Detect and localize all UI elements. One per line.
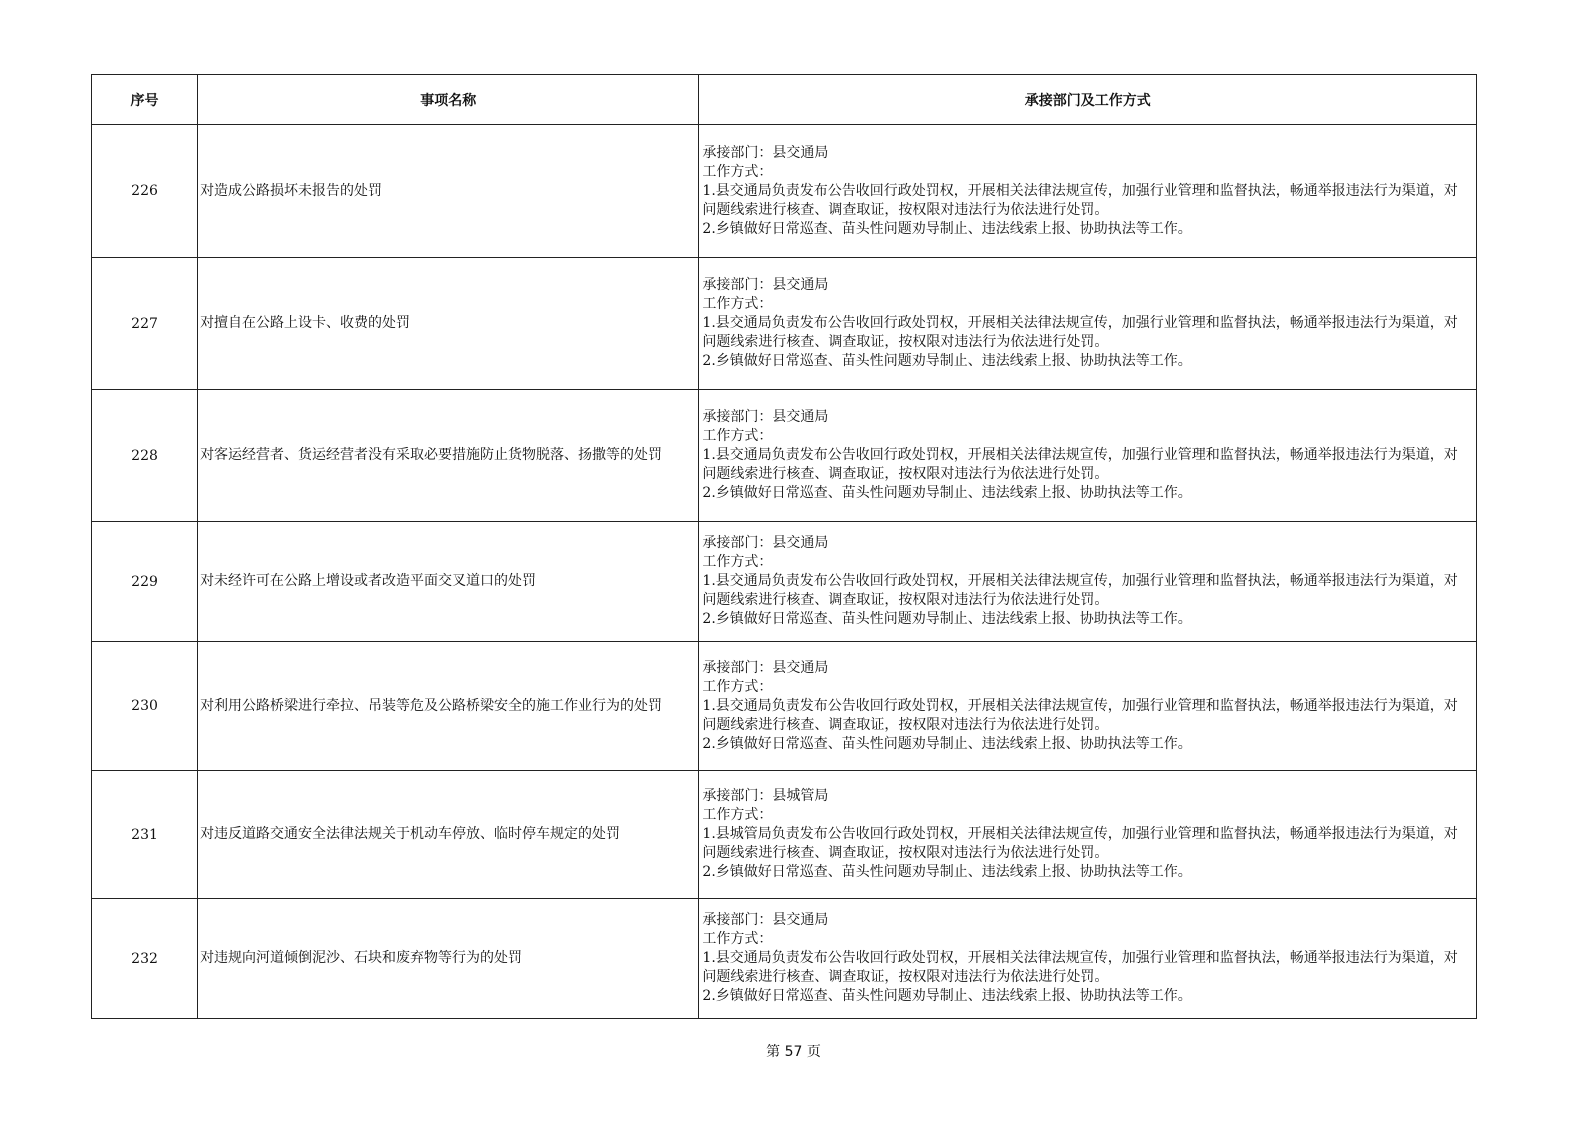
- department-line: 承接部门：县交通局: [702, 277, 829, 293]
- work-method-item-1: 1.县交通局负责发布公告收回行政处罚权，开展相关法律法规宣传，加强行业管理和监督执法，畅通举报违法行为渠道，对问题线索进行核查、调查取证，按权限对违法行为依法进行处罚。: [702, 697, 1458, 733]
- row-item-name: 对未经许可在公路上增设或者改造平面交叉道口的处罚: [198, 522, 699, 642]
- row-item-name: 对违反道路交通安全法律法规关于机动车停放、临时停车规定的处罚: [198, 771, 699, 899]
- header-item-name: 事项名称: [198, 75, 699, 125]
- table-row: [92, 642, 1477, 771]
- row-department-method: [699, 125, 1477, 258]
- department-line: 承接部门：县交通局: [702, 912, 829, 928]
- work-method-item-2: 2.乡镇做好日常巡查、苗头性问题劝导制止、违法线索上报、协助执法等工作。: [702, 735, 1192, 752]
- table-header-row: [92, 75, 1477, 125]
- work-method-item-1: 1.县交通局负责发布公告收回行政处罚权，开展相关法律法规宣传，加强行业管理和监督执法，畅通举报违法行为渠道，对问题线索进行核查、调查取证，按权限对违法行为依法进行处罚。: [702, 573, 1458, 608]
- work-method-label: 工作方式：: [702, 296, 773, 312]
- table-row: [92, 899, 1477, 1019]
- table-row: [92, 258, 1477, 390]
- work-method-item-1: 1.县交通局负责发布公告收回行政处罚权，开展相关法律法规宣传，加强行业管理和监督执法，畅通举报违法行为渠道，对问题线索进行核查、调查取证，按权限对违法行为依法进行处罚。: [702, 315, 1458, 350]
- row-department-method: [699, 390, 1477, 522]
- work-method-item-2: 2.乡镇做好日常巡查、苗头性问题劝导制止、违法线索上报、协助执法等工作。: [702, 988, 1192, 1004]
- header-department-method: 承接部门及工作方式: [699, 75, 1477, 125]
- work-method-item-1: 1.县交通局负责发布公告收回行政处罚权，开展相关法律法规宣传，加强行业管理和监督执法，畅通举报违法行为渠道，对问题线索进行核查、调查取证，按权限对违法行为依法进行处罚。: [702, 447, 1458, 482]
- work-method-label: 工作方式：: [702, 163, 773, 180]
- row-item-name: 对客运经营者、货运经营者没有采取必要措施防止货物脱落、扬撒等的处罚: [198, 390, 699, 522]
- work-method-item-2: 2.乡镇做好日常巡查、苗头性问题劝导制止、违法线索上报、协助执法等工作。: [702, 864, 1192, 880]
- table-row: [92, 771, 1477, 899]
- work-method-label: 工作方式：: [702, 931, 773, 947]
- row-serial-number: 231: [92, 771, 198, 899]
- row-item-name: 对利用公路桥梁进行牵拉、吊装等危及公路桥梁安全的施工作业行为的处罚: [198, 642, 699, 771]
- row-department-method: [699, 899, 1477, 1019]
- work-method-label: 工作方式：: [702, 428, 773, 444]
- work-method-item-2: 2.乡镇做好日常巡查、苗头性问题劝导制止、违法线索上报、协助执法等工作。: [702, 485, 1192, 501]
- row-department-method: [699, 258, 1477, 390]
- department-line: 承接部门：县交通局: [702, 535, 829, 551]
- work-method-item-1: 1.县城管局负责发布公告收回行政处罚权，开展相关法律法规宣传，加强行业管理和监督执法，畅通举报违法行为渠道，对问题线索进行核查、调查取证，按权限对违法行为依法进行处罚。: [702, 826, 1458, 861]
- table-row: [92, 125, 1477, 258]
- matters-table: [91, 74, 1477, 1019]
- work-method-item-2: 2.乡镇做好日常巡查、苗头性问题劝导制止、违法线索上报、协助执法等工作。: [702, 611, 1192, 627]
- row-item-name: 对造成公路损坏未报告的处罚: [198, 125, 699, 258]
- row-serial-number: 230: [92, 642, 198, 771]
- work-method-item-1: 1.县交通局负责发布公告收回行政处罚权，开展相关法律法规宣传，加强行业管理和监督执法，畅通举报违法行为渠道，对问题线索进行核查、调查取证，按权限对违法行为依法进行处罚。: [702, 950, 1458, 985]
- department-line: 承接部门：县城管局: [702, 788, 829, 804]
- table-row: [92, 522, 1477, 642]
- row-serial-number: 226: [92, 125, 198, 258]
- page-number: 第 57 页: [766, 1044, 821, 1060]
- row-item-name: 对违规向河道倾倒泥沙、石块和废弃物等行为的处罚: [198, 899, 699, 1019]
- table-row: [92, 390, 1477, 522]
- row-serial-number: 228: [92, 390, 198, 522]
- row-item-name: 对擅自在公路上设卡、收费的处罚: [198, 258, 699, 390]
- department-line: 承接部门：县交通局: [702, 659, 829, 676]
- work-method-item-2: 2.乡镇做好日常巡查、苗头性问题劝导制止、违法线索上报、协助执法等工作。: [702, 353, 1192, 369]
- row-department-method: [699, 771, 1477, 899]
- row-department-method: [699, 522, 1477, 642]
- work-method-label: 工作方式：: [702, 807, 773, 823]
- row-serial-number: 232: [92, 899, 198, 1019]
- department-line: 承接部门：县交通局: [702, 409, 829, 425]
- row-serial-number: 229: [92, 522, 198, 642]
- work-method-item-2: 2.乡镇做好日常巡查、苗头性问题劝导制止、违法线索上报、协助执法等工作。: [702, 220, 1192, 237]
- header-serial-number: 序号: [92, 75, 198, 125]
- department-line: 承接部门：县交通局: [702, 144, 829, 161]
- row-department-method: [699, 642, 1477, 771]
- work-method-item-1: 1.县交通局负责发布公告收回行政处罚权，开展相关法律法规宣传，加强行业管理和监督执法，畅通举报违法行为渠道，对问题线索进行核查、调查取证，按权限对违法行为依法进行处罚。: [702, 182, 1458, 218]
- work-method-label: 工作方式：: [702, 678, 773, 695]
- work-method-label: 工作方式：: [702, 554, 773, 570]
- row-serial-number: 227: [92, 258, 198, 390]
